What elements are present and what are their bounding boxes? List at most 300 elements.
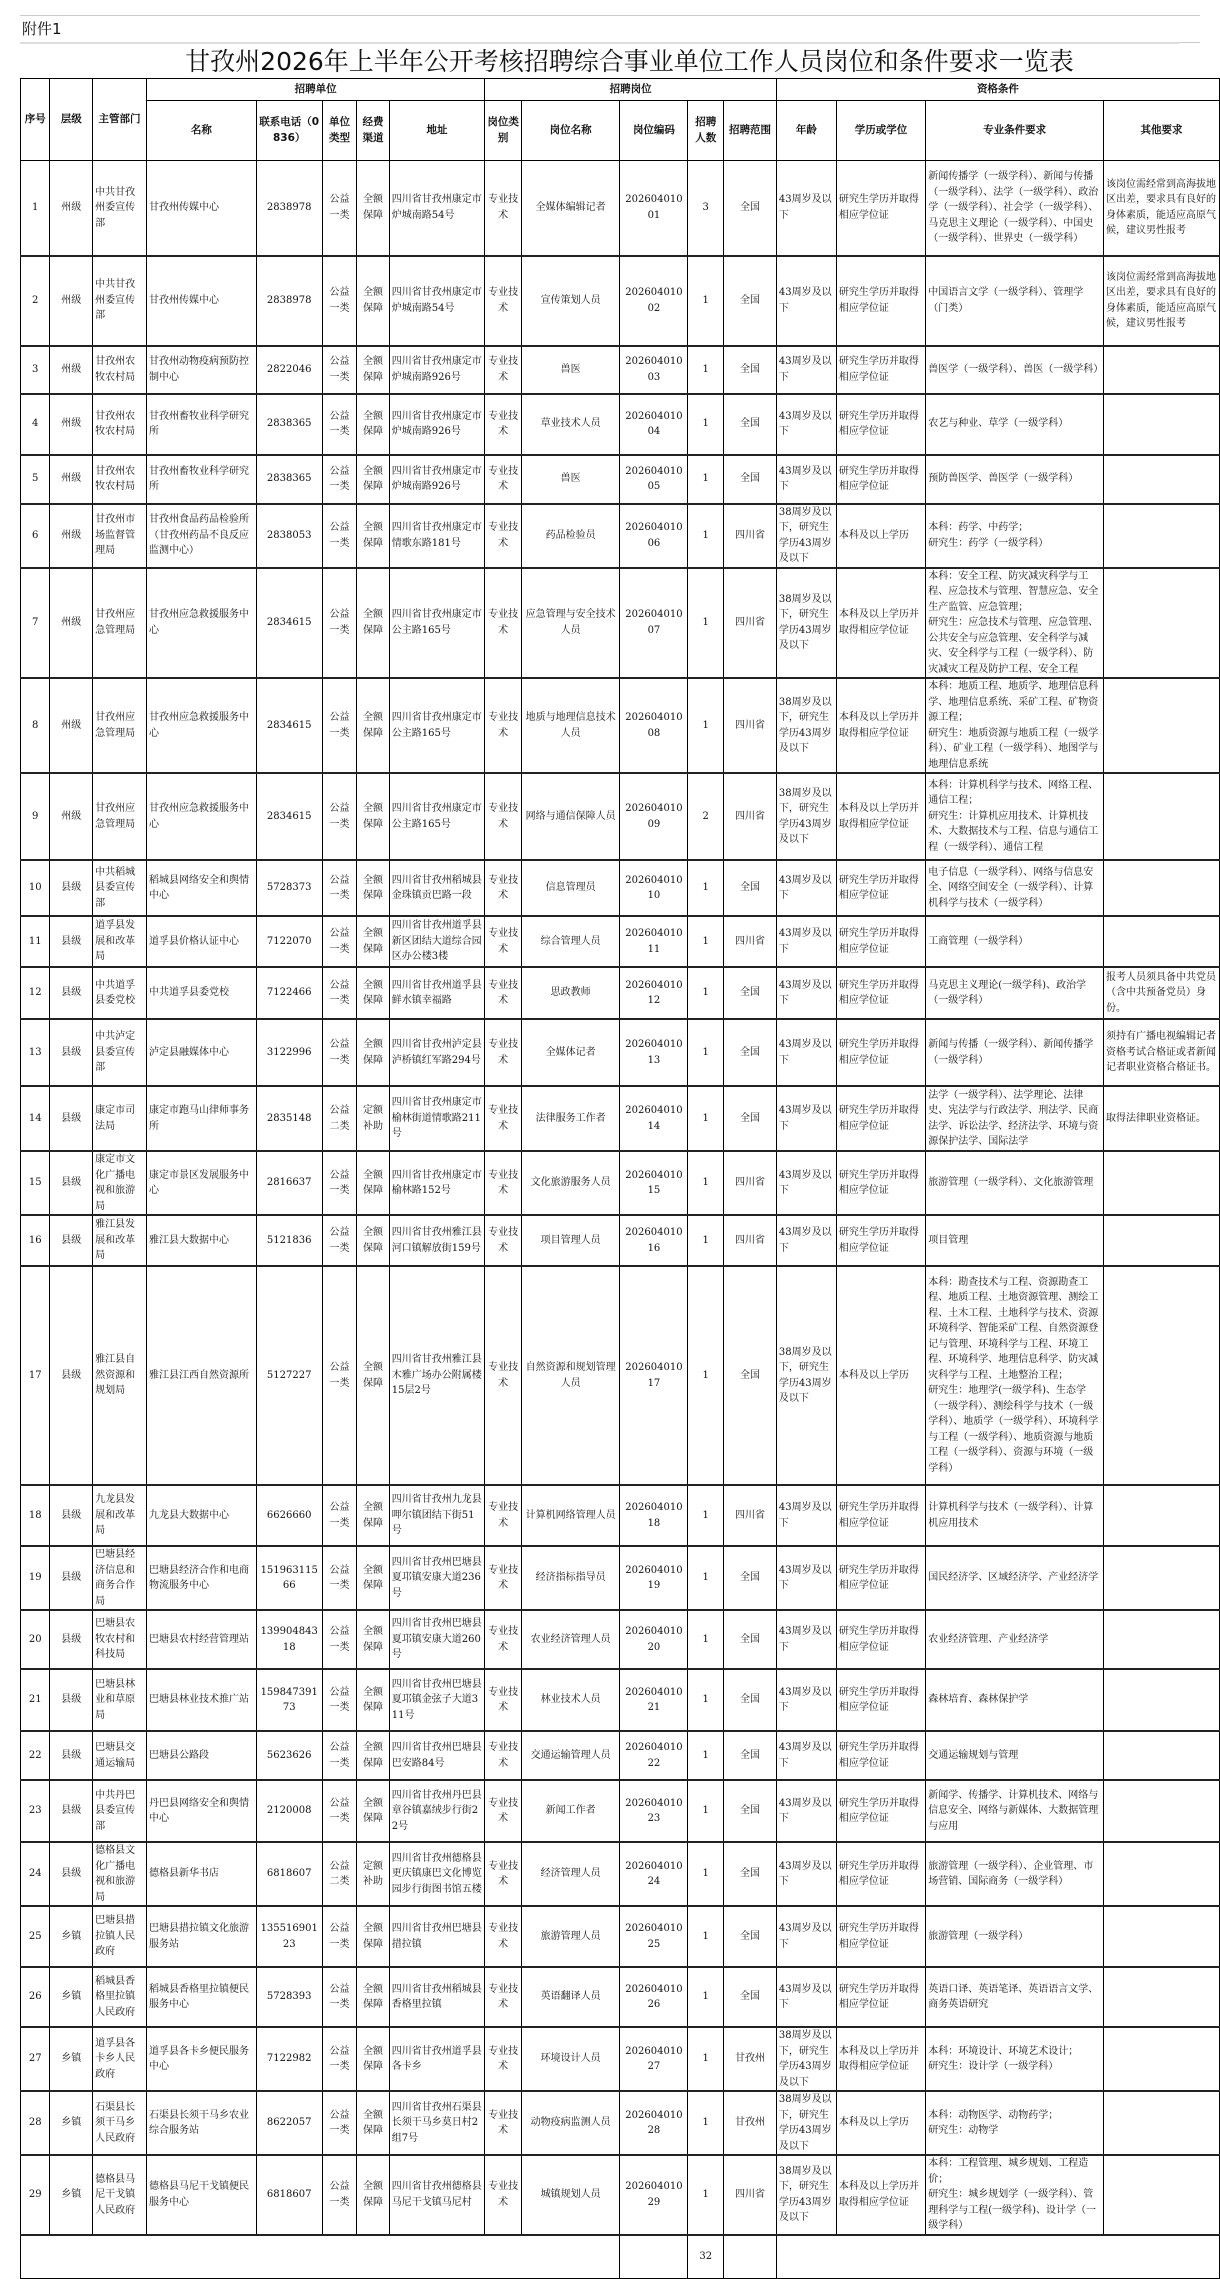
cell-post: 动物疫病监测人员: [521, 2091, 620, 2155]
cell-code: 2026040​1005: [620, 455, 688, 504]
cell-name: 甘孜州畜牧业科学研究所: [146, 394, 256, 455]
table-row: [21, 1019, 1220, 1086]
header-group-post: 招聘岗位: [485, 79, 777, 101]
cell-name: 德格县马尼干戈镇便民服务中心: [146, 2155, 256, 2235]
cell-dept: 中共道孚县委党校: [93, 967, 147, 1019]
cell-name: 甘孜州传媒中心: [146, 256, 256, 346]
cell-post: 综合管理人员: [521, 916, 620, 967]
cell-major: 法学（一级学科）、法学理论、法律史、宪法学与行政法学、刑法学、民商法学、诉讼法学、经济法学、环境与资源保护法学、国际法学: [926, 1086, 1104, 1151]
cell-fund: 全额保障: [357, 967, 390, 1019]
cell-scope: 全国: [724, 1967, 777, 2027]
cell-fund: 全额保障: [357, 1906, 390, 1967]
cell-level: 州级: [50, 346, 93, 394]
cell-age: 43周岁及以下: [776, 161, 836, 256]
header-edu: 学历或学位: [836, 101, 925, 161]
cell-dept: 甘孜州应急管理局: [93, 773, 147, 860]
cell-level: 县级: [50, 860, 93, 916]
cell-level: 县级: [50, 1731, 93, 1780]
cell-level: 县级: [50, 1215, 93, 1266]
cell-no: 24: [21, 1842, 50, 1906]
cell-cat: 专业技术: [485, 1906, 522, 1967]
cell-no: 26: [21, 1967, 50, 2027]
cell-no: 18: [21, 1485, 50, 1546]
cell-no: 21: [21, 1669, 50, 1731]
cell-age: 38周岁及以下，研究生学历43周岁及以下: [776, 773, 836, 860]
cell-count: 1: [688, 967, 724, 1019]
cell-cat: 专业技术: [485, 2155, 522, 2235]
cell-dept: 甘孜州应急管理局: [93, 678, 147, 773]
cell-no: 3: [21, 346, 50, 394]
cell-fund: 全额保障: [357, 2027, 390, 2091]
cell-addr: 四川省甘孜州康定市炉城南路926号: [389, 346, 485, 394]
cell-addr: 四川省甘孜州康定市炉城南路926号: [389, 394, 485, 455]
cell-other: [1104, 773, 1220, 860]
cell-post: 地质与地理信息技术人员: [521, 678, 620, 773]
cell-post: 林业技术人员: [521, 1669, 620, 1731]
cell-age: 43周岁及以下: [776, 256, 836, 346]
cell-other: [1104, 1842, 1220, 1906]
cell-age: 43周岁及以下: [776, 1019, 836, 1086]
cell-fund: 全额保障: [357, 773, 390, 860]
cell-major: 旅游管理（一级学科）、企业管理、市场营销、国际商务（一级学科）: [926, 1842, 1104, 1906]
cell-scope: 全国: [724, 860, 777, 916]
cell-scope: 全国: [724, 346, 777, 394]
cell-age: 43周岁及以下: [776, 394, 836, 455]
header-code: 岗位编码: [620, 101, 688, 161]
cell-major: 预防兽医学、兽医学（一级学科）: [926, 455, 1104, 504]
cell-dept: 稻城县香格里拉镇人民政府: [93, 1967, 147, 2027]
cell-fund: 全额保障: [357, 1215, 390, 1266]
table-row: [21, 1215, 1220, 1266]
cell-other: [1104, 1215, 1220, 1266]
cell-age: 43周岁及以下: [776, 1906, 836, 1967]
cell-edu: 研究生学历并取得相应学位证: [836, 161, 925, 256]
cell-count: 1: [688, 568, 724, 679]
cell-cat: 专业技术: [485, 394, 522, 455]
cell-cat: 专业技术: [485, 1151, 522, 1215]
cell-name: 巴塘县林业技术推广站: [146, 1669, 256, 1731]
cell-phone: 6626660: [256, 1485, 322, 1546]
cell-name: 甘孜州应急救援服务中心: [146, 678, 256, 773]
cell-major: 本科：安全工程、防灾减灾科学与工程、应急技术与管理、智慧应急、安全生产监管、应急管理； 研究生：应急技术与管理、应急管理、公共安全与应急管理、安全科学与减灾、安全科学与工程（一级学科）、防灾减灾工程及防护工程、安全工程: [926, 568, 1104, 679]
cell-dept: 道孚县各卡乡人民政府: [93, 2027, 147, 2091]
cell-addr: 四川省甘孜州德格县更庆镇康巴文化博览园步行街图书馆五楼: [389, 1842, 485, 1906]
cell-other: [1104, 1669, 1220, 1731]
cell-phone: 5728373: [256, 860, 322, 916]
cell-count: 1: [688, 2155, 724, 2235]
cell-count: 1: [688, 1967, 724, 2027]
cell-addr: 四川省甘孜州巴塘县措拉镇: [389, 1906, 485, 1967]
cell-edu: 研究生学历并取得相应学位证: [836, 394, 925, 455]
cell-scope: 四川省: [724, 504, 777, 568]
cell-name: 丹巴县网络安全和舆情中心: [146, 1780, 256, 1842]
cell-other: [1104, 1780, 1220, 1842]
cell-scope: 全国: [724, 1546, 777, 1610]
cell-type: 公益二类: [322, 1086, 357, 1151]
total-blank-conditions: [776, 2235, 1219, 2279]
cell-age: 38周岁及以下，研究生学历43周岁及以下: [776, 568, 836, 679]
cell-major: 农业经济管理、产业经济学: [926, 1610, 1104, 1669]
cell-type: 公益一类: [322, 2155, 357, 2235]
cell-phone: 2838365: [256, 455, 322, 504]
cell-major: 电子信息（一级学科）、网络与信息安全、网络空间安全（一级学科）、计算机科学与技术（一级学科）: [926, 860, 1104, 916]
positions-table: [20, 78, 1220, 2279]
cell-age: 43周岁及以下: [776, 1485, 836, 1546]
cell-scope: 全国: [724, 161, 777, 256]
cell-level: 州级: [50, 161, 93, 256]
cell-other: [1104, 504, 1220, 568]
cell-no: 2: [21, 256, 50, 346]
cell-edu: 本科及以上学历并取得相应学位证: [836, 773, 925, 860]
cell-fund: 全额保障: [357, 860, 390, 916]
cell-edu: 研究生学历并取得相应学位证: [836, 967, 925, 1019]
cell-age: 43周岁及以下: [776, 1610, 836, 1669]
cell-cat: 专业技术: [485, 256, 522, 346]
cell-cat: 专业技术: [485, 568, 522, 679]
cell-type: 公益一类: [322, 256, 357, 346]
sheet-top-row: [20, 15, 1200, 43]
cell-no: 5: [21, 455, 50, 504]
cell-fund: 全额保障: [357, 2091, 390, 2155]
cell-post: 环境设计人员: [521, 2027, 620, 2091]
cell-count: 1: [688, 1019, 724, 1086]
cell-type: 公益一类: [322, 2027, 357, 2091]
cell-code: 2026040​1013: [620, 1019, 688, 1086]
cell-post: 草业技术人员: [521, 394, 620, 455]
cell-addr: 四川省甘孜州德格县马尼干戈镇马尼村: [389, 2155, 485, 2235]
cell-code: 2026040​1029: [620, 2155, 688, 2235]
cell-scope: 全国: [724, 1610, 777, 1669]
cell-other: 取得法律职业资格证。: [1104, 1086, 1220, 1151]
cell-type: 公益一类: [322, 1019, 357, 1086]
cell-major: 工商管理（一级学科）: [926, 916, 1104, 967]
cell-edu: 研究生学历并取得相应学位证: [836, 1086, 925, 1151]
cell-edu: 研究生学历并取得相应学位证: [836, 1780, 925, 1842]
cell-other: [1104, 1731, 1220, 1780]
cell-level: 州级: [50, 568, 93, 679]
cell-major: 本科：药学、中药学； 研究生：药学（一级学科）: [926, 504, 1104, 568]
cell-edu: 研究生学历并取得相应学位证: [836, 346, 925, 394]
cell-no: 1: [21, 161, 50, 256]
cell-fund: 全额保障: [357, 1151, 390, 1215]
cell-post: 城镇规划人员: [521, 2155, 620, 2235]
cell-fund: 全额保障: [357, 1669, 390, 1731]
cell-level: 县级: [50, 1485, 93, 1546]
cell-name: 道孚县价格认证中心: [146, 916, 256, 967]
cell-scope: 甘孜州: [724, 2091, 777, 2155]
cell-level: 州级: [50, 773, 93, 860]
cell-edu: 研究生学历并取得相应学位证: [836, 1906, 925, 1967]
table-row: [21, 1086, 1220, 1151]
cell-dept: 巴塘县交通运输局: [93, 1731, 147, 1780]
table-row: [21, 1669, 1220, 1731]
cell-no: 9: [21, 773, 50, 860]
cell-code: 2026040​1012: [620, 967, 688, 1019]
cell-type: 公益一类: [322, 1731, 357, 1780]
cell-other: 报考人员须具备中共党员（含中共预备党员）身份。: [1104, 967, 1220, 1019]
cell-code: 2026040​1025: [620, 1906, 688, 1967]
header-dept: 主管部门: [93, 79, 147, 161]
cell-type: 公益一类: [322, 1780, 357, 1842]
cell-name: 稻城县香格里拉镇便民服务中心: [146, 1967, 256, 2027]
cell-no: 11: [21, 916, 50, 967]
cell-fund: 全额保障: [357, 1019, 390, 1086]
cell-code: 2026040​1008: [620, 678, 688, 773]
cell-dept: 巴塘县林业和草原局: [93, 1669, 147, 1731]
cell-cat: 专业技术: [485, 1546, 522, 1610]
cell-level: 乡镇: [50, 1906, 93, 1967]
cell-name: 泸定县融媒体中心: [146, 1019, 256, 1086]
cell-phone: 13551690123: [256, 1906, 322, 1967]
cell-type: 公益二类: [322, 1842, 357, 1906]
cell-scope: 四川省: [724, 1485, 777, 1546]
cell-addr: 四川省甘孜州道孚县新区团结大道综合园区办公楼3楼: [389, 916, 485, 967]
cell-code: 2026040​1014: [620, 1086, 688, 1151]
cell-edu: 研究生学历并取得相应学位证: [836, 916, 925, 967]
cell-fund: 全额保障: [357, 504, 390, 568]
cell-phone: 15984739173: [256, 1669, 322, 1731]
cell-count: 1: [688, 1906, 724, 1967]
cell-major: 本科：工程管理、城乡规划、工程造价； 研究生：城乡规划学（一级学科）、管理科学与工程(一级学科)、设计学（一级学科）: [926, 2155, 1104, 2235]
cell-cat: 专业技术: [485, 1967, 522, 2027]
cell-other: 须持有广播电视编辑记者资格考试合格证或者新闻记者职业资格合格证书。: [1104, 1019, 1220, 1086]
cell-major: 农艺与种业、草学（一级学科）: [926, 394, 1104, 455]
cell-type: 公益一类: [322, 773, 357, 860]
cell-scope: 全国: [724, 1731, 777, 1780]
cell-phone: 13990484318: [256, 1610, 322, 1669]
cell-cat: 专业技术: [485, 1019, 522, 1086]
cell-phone: 2120008: [256, 1780, 322, 1842]
cell-addr: 四川省甘孜州康定市炉城南路54号: [389, 256, 485, 346]
cell-dept: 康定市文化广播电视和旅游局: [93, 1151, 147, 1215]
cell-no: 14: [21, 1086, 50, 1151]
cell-age: 43周岁及以下: [776, 1151, 836, 1215]
cell-other: [1104, 394, 1220, 455]
table-row: [21, 346, 1220, 394]
cell-edu: 本科及以上学历并取得相应学位证: [836, 568, 925, 679]
cell-cat: 专业技术: [485, 916, 522, 967]
table-row: [21, 1731, 1220, 1780]
cell-fund: 全额保障: [357, 1780, 390, 1842]
cell-other: [1104, 2155, 1220, 2235]
cell-phone: 5121836: [256, 1215, 322, 1266]
cell-code: 2026040​1021: [620, 1669, 688, 1731]
cell-level: 县级: [50, 1546, 93, 1610]
cell-other: [1104, 678, 1220, 773]
cell-type: 公益一类: [322, 1266, 357, 1485]
cell-count: 1: [688, 346, 724, 394]
cell-fund: 全额保障: [357, 2155, 390, 2235]
cell-post: 农业经济管理人员: [521, 1610, 620, 1669]
cell-count: 1: [688, 1610, 724, 1669]
cell-edu: 研究生学历并取得相应学位证: [836, 1842, 925, 1906]
cell-fund: 定额补助: [357, 1086, 390, 1151]
cell-level: 乡镇: [50, 2155, 93, 2235]
cell-phone: 7122070: [256, 916, 322, 967]
cell-no: 19: [21, 1546, 50, 1610]
cell-addr: 四川省甘孜州道孚县鲜水镇幸福路: [389, 967, 485, 1019]
cell-level: 县级: [50, 1151, 93, 1215]
table-body: [21, 161, 1220, 2235]
cell-dept: 巴塘县措拉镇人民政府: [93, 1906, 147, 1967]
cell-addr: 四川省甘孜州康定市公主路165号: [389, 773, 485, 860]
cell-other: [1104, 1610, 1220, 1669]
cell-dept: 甘孜州应急管理局: [93, 568, 147, 679]
cell-dept: 中共甘孜州委宣传部: [93, 256, 147, 346]
header-addr: 地址: [389, 101, 485, 161]
cell-type: 公益一类: [322, 1669, 357, 1731]
cell-name: 甘孜州畜牧业科学研究所: [146, 455, 256, 504]
cell-code: 2026040​1024: [620, 1842, 688, 1906]
cell-post: 新闻工作者: [521, 1780, 620, 1842]
cell-level: 乡镇: [50, 1967, 93, 2027]
table-row: [21, 2155, 1220, 2235]
cell-no: 25: [21, 1906, 50, 1967]
cell-phone: 2834615: [256, 568, 322, 679]
cell-no: 15: [21, 1151, 50, 1215]
cell-addr: 四川省甘孜州雅江县木雅广场办公附属楼15层2号: [389, 1266, 485, 1485]
cell-code: 2026040​1004: [620, 394, 688, 455]
cell-major: 马克思主义理论(一级学科)、政治学（一级学科）: [926, 967, 1104, 1019]
cell-age: 43周岁及以下: [776, 455, 836, 504]
cell-cat: 专业技术: [485, 1215, 522, 1266]
cell-count: 1: [688, 1266, 724, 1485]
cell-fund: 定额补助: [357, 1842, 390, 1906]
cell-type: 公益一类: [322, 455, 357, 504]
cell-no: 20: [21, 1610, 50, 1669]
cell-edu: 研究生学历并取得相应学位证: [836, 1485, 925, 1546]
cell-major: 本科：勘查技术与工程、资源勘查工程、地质工程、土地资源管理、测绘工程、土木工程、土地科学与技术、资源环境科学、智能采矿工程、自然资源登记与管理、环境科学与工程、环境工程、环境科学、地理信息科学、防灾减灾科学与工程、土地整治工程； 研究生：地理学(一级学科)、生态学（一级学科）、测绘科学与技术（一级学科）、地质学（一级学科）、环境科学与工程（一级学科）、地质资源与地质工程（一级学科）、资源与环境（一级学科）: [926, 1266, 1104, 1485]
cell-no: 16: [21, 1215, 50, 1266]
header-phone: 联系电话（0836）: [256, 101, 322, 161]
cell-count: 1: [688, 1215, 724, 1266]
cell-level: 州级: [50, 394, 93, 455]
cell-scope: 全国: [724, 967, 777, 1019]
total-blank: [21, 2235, 620, 2279]
cell-type: 公益一类: [322, 161, 357, 256]
cell-count: 1: [688, 860, 724, 916]
cell-code: 2026040​1018: [620, 1485, 688, 1546]
cell-fund: 全额保障: [357, 455, 390, 504]
cell-addr: 四川省甘孜州巴塘县夏邛镇安康大道236号: [389, 1546, 485, 1610]
cell-name: 甘孜州食品药品检验所（甘孜州药品不良反应监测中心）: [146, 504, 256, 568]
cell-major: 旅游管理（一级学科）、文化旅游管理: [926, 1151, 1104, 1215]
table-row: [21, 773, 1220, 860]
table-row: [21, 504, 1220, 568]
cell-addr: 四川省甘孜州康定市炉城南路54号: [389, 161, 485, 256]
cell-name: 中共道孚县委党校: [146, 967, 256, 1019]
table-row: [21, 916, 1220, 967]
cell-name: 甘孜州应急救援服务中心: [146, 568, 256, 679]
cell-fund: 全额保障: [357, 161, 390, 256]
cell-cat: 专业技术: [485, 161, 522, 256]
cell-major: 本科：地质工程、地质学、地理信息科学、地理信息系统、采矿工程、矿物资源工程； 研究生：地质资源与地质工程（一级学科）、矿业工程（一级学科）、地图学与地理信息系统: [926, 678, 1104, 773]
cell-level: 州级: [50, 504, 93, 568]
cell-level: 县级: [50, 916, 93, 967]
cell-dept: 甘孜州农牧农村局: [93, 455, 147, 504]
cell-addr: 四川省甘孜州康定市公主路165号: [389, 678, 485, 773]
cell-major: 本科：动物医学、动物药学； 研究生：动物学: [926, 2091, 1104, 2155]
cell-type: 公益一类: [322, 860, 357, 916]
cell-age: 38周岁及以下，研究生学历43周岁及以下: [776, 2155, 836, 2235]
cell-edu: 本科及以上学历并取得相应学位证: [836, 2155, 925, 2235]
cell-post: 信息管理员: [521, 860, 620, 916]
cell-name: 巴塘县公路段: [146, 1731, 256, 1780]
cell-type: 公益一类: [322, 1546, 357, 1610]
cell-dept: 甘孜州市场监督管理局: [93, 504, 147, 568]
cell-major: 新闻与传播（一级学科）、新闻传播学（一级学科）: [926, 1019, 1104, 1086]
cell-addr: 四川省甘孜州康定市公主路165号: [389, 568, 485, 679]
cell-addr: 四川省甘孜州丹巴县章谷镇嘉绒步行街22号: [389, 1780, 485, 1842]
cell-addr: 四川省甘孜州康定市情歌东路181号: [389, 504, 485, 568]
cell-level: 县级: [50, 1669, 93, 1731]
cell-type: 公益一类: [322, 504, 357, 568]
cell-fund: 全额保障: [357, 1610, 390, 1669]
cell-code: 2026040​1002: [620, 256, 688, 346]
cell-level: 县级: [50, 1780, 93, 1842]
cell-dept: 九龙县发展和改革局: [93, 1485, 147, 1546]
cell-count: 1: [688, 1731, 724, 1780]
cell-scope: 全国: [724, 455, 777, 504]
cell-fund: 全额保障: [357, 1967, 390, 2027]
cell-scope: 四川省: [724, 568, 777, 679]
cell-type: 公益一类: [322, 1906, 357, 1967]
cell-name: 九龙县大数据中心: [146, 1485, 256, 1546]
cell-phone: 2822046: [256, 346, 322, 394]
cell-count: 1: [688, 256, 724, 346]
cell-edu: 本科及以上学历并取得相应学位证: [836, 2027, 925, 2091]
cell-phone: 5127227: [256, 1266, 322, 1485]
cell-dept: 石渠县长须干马乡人民政府: [93, 2091, 147, 2155]
cell-dept: 康定市司法局: [93, 1086, 147, 1151]
cell-age: 43周岁及以下: [776, 1215, 836, 1266]
cell-cat: 专业技术: [485, 678, 522, 773]
cell-name: 稻城县网络安全和舆情中心: [146, 860, 256, 916]
cell-post: 计算机网络管理人员: [521, 1485, 620, 1546]
cell-scope: 四川省: [724, 2155, 777, 2235]
cell-addr: 四川省甘孜州泸定县泸桥镇红军路294号: [389, 1019, 485, 1086]
header-post: 岗位名称: [521, 101, 620, 161]
cell-age: 43周岁及以下: [776, 1731, 836, 1780]
cell-name: 甘孜州应急救援服务中心: [146, 773, 256, 860]
cell-scope: 全国: [724, 1842, 777, 1906]
cell-code: 2026040​1015: [620, 1151, 688, 1215]
table-row: [21, 1266, 1220, 1485]
cell-type: 公益一类: [322, 1151, 357, 1215]
cell-other: [1104, 1906, 1220, 1967]
cell-major: 项目管理: [926, 1215, 1104, 1266]
header-other: 其他要求: [1104, 101, 1220, 161]
cell-phone: 5623626: [256, 1731, 322, 1780]
cell-post: 应急管理与安全技术人员: [521, 568, 620, 679]
cell-level: 县级: [50, 1842, 93, 1906]
cell-type: 公益一类: [322, 394, 357, 455]
cell-age: 43周岁及以下: [776, 1546, 836, 1610]
cell-name: 巴塘县经济合作和电商物流服务中心: [146, 1546, 256, 1610]
total-blank-scope: [724, 2235, 777, 2279]
cell-cat: 专业技术: [485, 2091, 522, 2155]
cell-age: 38周岁及以下，研究生学历43周岁及以下: [776, 678, 836, 773]
cell-age: 43周岁及以下: [776, 346, 836, 394]
cell-code: 2026040​1020: [620, 1610, 688, 1669]
cell-major: 中国语言文学（一级学科）、管理学（门类）: [926, 256, 1104, 346]
cell-phone: 2835148: [256, 1086, 322, 1151]
cell-no: 7: [21, 568, 50, 679]
cell-addr: 四川省甘孜州康定市榆林街道情歌路211号: [389, 1086, 485, 1151]
cell-no: 8: [21, 678, 50, 773]
cell-phone: 8622057: [256, 2091, 322, 2155]
cell-level: 县级: [50, 967, 93, 1019]
